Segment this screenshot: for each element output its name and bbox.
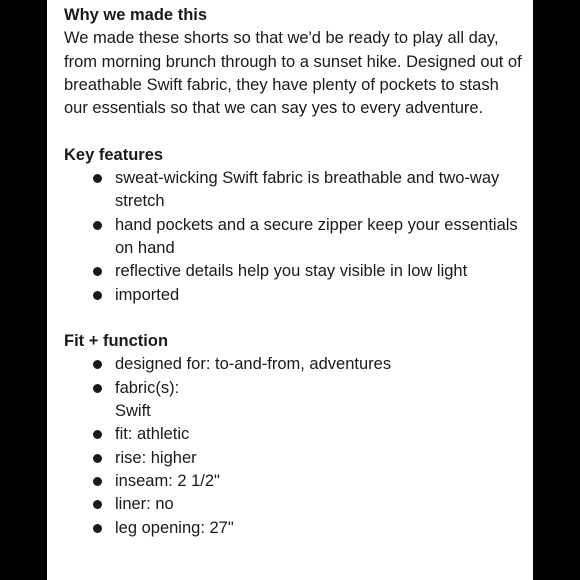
list-item [64,423,525,446]
list-item-text: hand pockets and a secure zipper keep your essentials on hand [115,215,518,257]
bullet-icon [93,430,102,439]
list-item-text: designed for: to-and-from, adventures [115,355,392,374]
list-item-text: sweat-wicking Swift fabric is breathable and two-way stretch [115,169,500,211]
bullet-icon [93,477,102,486]
list-item [64,284,525,307]
fit-function-list [64,353,525,539]
bullet-icon [93,291,102,300]
list-item-text: reflective details help you stay visible in low light [115,262,468,281]
bullet-icon [93,267,102,276]
list-item-text: inseam: 2 1/2" [115,471,220,490]
why-section [64,4,525,120]
why-body: We made these shorts so that we'd be ready to play all day, from morning brunch through to a sunset hike. Designed out of breathable Swift fabric, they have plenty of pockets to stash our essentials so that we can say yes to every adventure. [64,29,522,118]
list-item [64,377,525,424]
list-item-text: liner: no [115,495,174,514]
product-description-panel [47,0,533,580]
bullet-icon [93,360,102,369]
list-item [64,493,525,516]
why-heading: Why we made this [64,6,208,24]
list-item-text: imported [115,285,180,304]
list-item [64,167,525,214]
bullet-icon [93,174,102,183]
list-item [64,470,525,493]
fit-function-heading: Fit + function [64,332,169,351]
list-item [64,517,525,540]
list-item-text: leg opening: 27" [115,518,234,537]
list-item [64,214,525,261]
key-features-heading: Key features [64,145,164,164]
list-item-text: fit: athletic [115,425,190,444]
list-item [64,353,525,376]
list-item [64,260,525,283]
bullet-icon [93,500,102,509]
bullet-icon [93,454,102,463]
key-features-list [64,167,525,307]
bullet-icon [93,384,102,393]
list-item-text: fabric(s): Swift [115,378,180,421]
list-item [64,447,525,470]
fit-function-section [64,330,525,540]
bullet-icon [93,524,102,533]
list-item-text: rise: higher [115,448,197,467]
key-features-section [64,144,525,307]
bullet-icon [93,221,102,230]
